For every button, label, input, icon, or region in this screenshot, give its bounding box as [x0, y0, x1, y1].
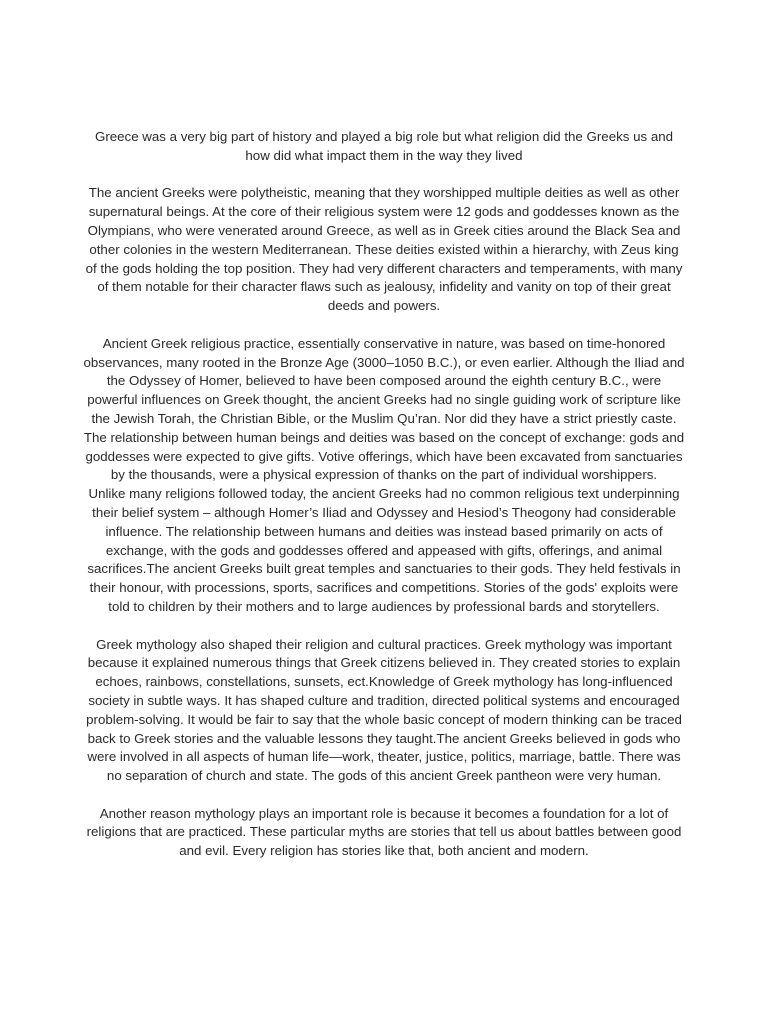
paragraph-spacer	[82, 316, 686, 335]
paragraph-spacer	[82, 166, 686, 185]
document-body	[82, 128, 686, 861]
paragraph-polytheism: The ancient Greeks were polytheistic, meaning that they worshipped multiple deities as well as other supernatural beings. At the core of their religious system were 12 gods and goddesses known as the Olympians, who were venerated around Greece, as well as in Greek cities around the Black Sea and other colonies in the western Mediterranean. These deities existed within a hierarchy, with Zeus king of the gods holding the top position. They had very different characters and temperaments, with many of them notable for their character flaws such as jealousy, infidelity and vanity on top of their great deeds and powers.	[85, 185, 683, 314]
paragraph-no-common-text: Unlike many religions followed today, the ancient Greeks had no common religious text underpinning their belief system – although Homer’s Iliad and Odyssey and Hesiod’s Theogony had considerable influence. The relationship between humans and deities was instead based primarily on acts of exchange, with the gods and goddesses offered and appeased with gifts, offerings, and animal sacrifices.The ancient Greeks built great temples and sanctuaries to their gods. They held festivals in their honour, with processions, sports, sacrifices and competitions. Stories of the gods' exploits were told to children by their mothers and to large audiences by professional bards and storytellers.	[87, 486, 681, 614]
paragraph-mythology-culture: Greek mythology also shaped their religion and cultural practices. Greek mythology was important because it explained numerous things that Greek citizens believed in. They created stories to explain echoes, rainbows, constellations, sunsets, ect.Knowledge of Greek mythology has long-influenced society in subtle ways. It has shaped culture and tradition, directed political systems and encouraged problem-solving. It would be fair to say that the whole basic concept of modern thinking can be traced back to Greek stories and the valuable lessons they taught.The ancient Greeks believed in gods who were involved in all aspects of human life—work, theater, justice, politics, marriage, battle. There was no separation of church and state. The gods of this ancient Greek pantheon were very human.	[86, 636, 682, 784]
paragraph-spacer	[82, 786, 686, 805]
paragraph-intro-question: Greece was a very big part of history and played a big role but what religion did the Greeks us and how did what impact them in the way they lived	[95, 129, 673, 163]
paragraph-spacer	[82, 617, 686, 636]
paragraph-religious-practice: Ancient Greek religious practice, essentially conservative in nature, was based on time-honored observances, many rooted in the Bronze Age (3000–1050 B.C.), or even earlier. Although the Iliad and the Odyssey of Homer, believed to have been composed around the eighth century B.C., were powerful influences on Greek thought, the ancient Greeks had no single guiding work of scripture like the Jewish Torah, the Christian Bible, or the Muslim Qu’ran. Nor did they have a strict priestly caste. The relationship between human beings and deities was based on the concept of exchange: gods and goddesses were expected to give gifts. Votive offerings, which have been excavated from sanctuaries by the thousands, were a physical expression of thanks on the part of individual worshippers.	[83, 335, 685, 483]
paragraph-mythology-foundation: Another reason mythology plays an important role is because it becomes a foundation for a lot of religions that are practiced. These particular myths are stories that tell us about battles between good and evil. Every religion has stories like that, both ancient and modern.	[86, 805, 682, 859]
